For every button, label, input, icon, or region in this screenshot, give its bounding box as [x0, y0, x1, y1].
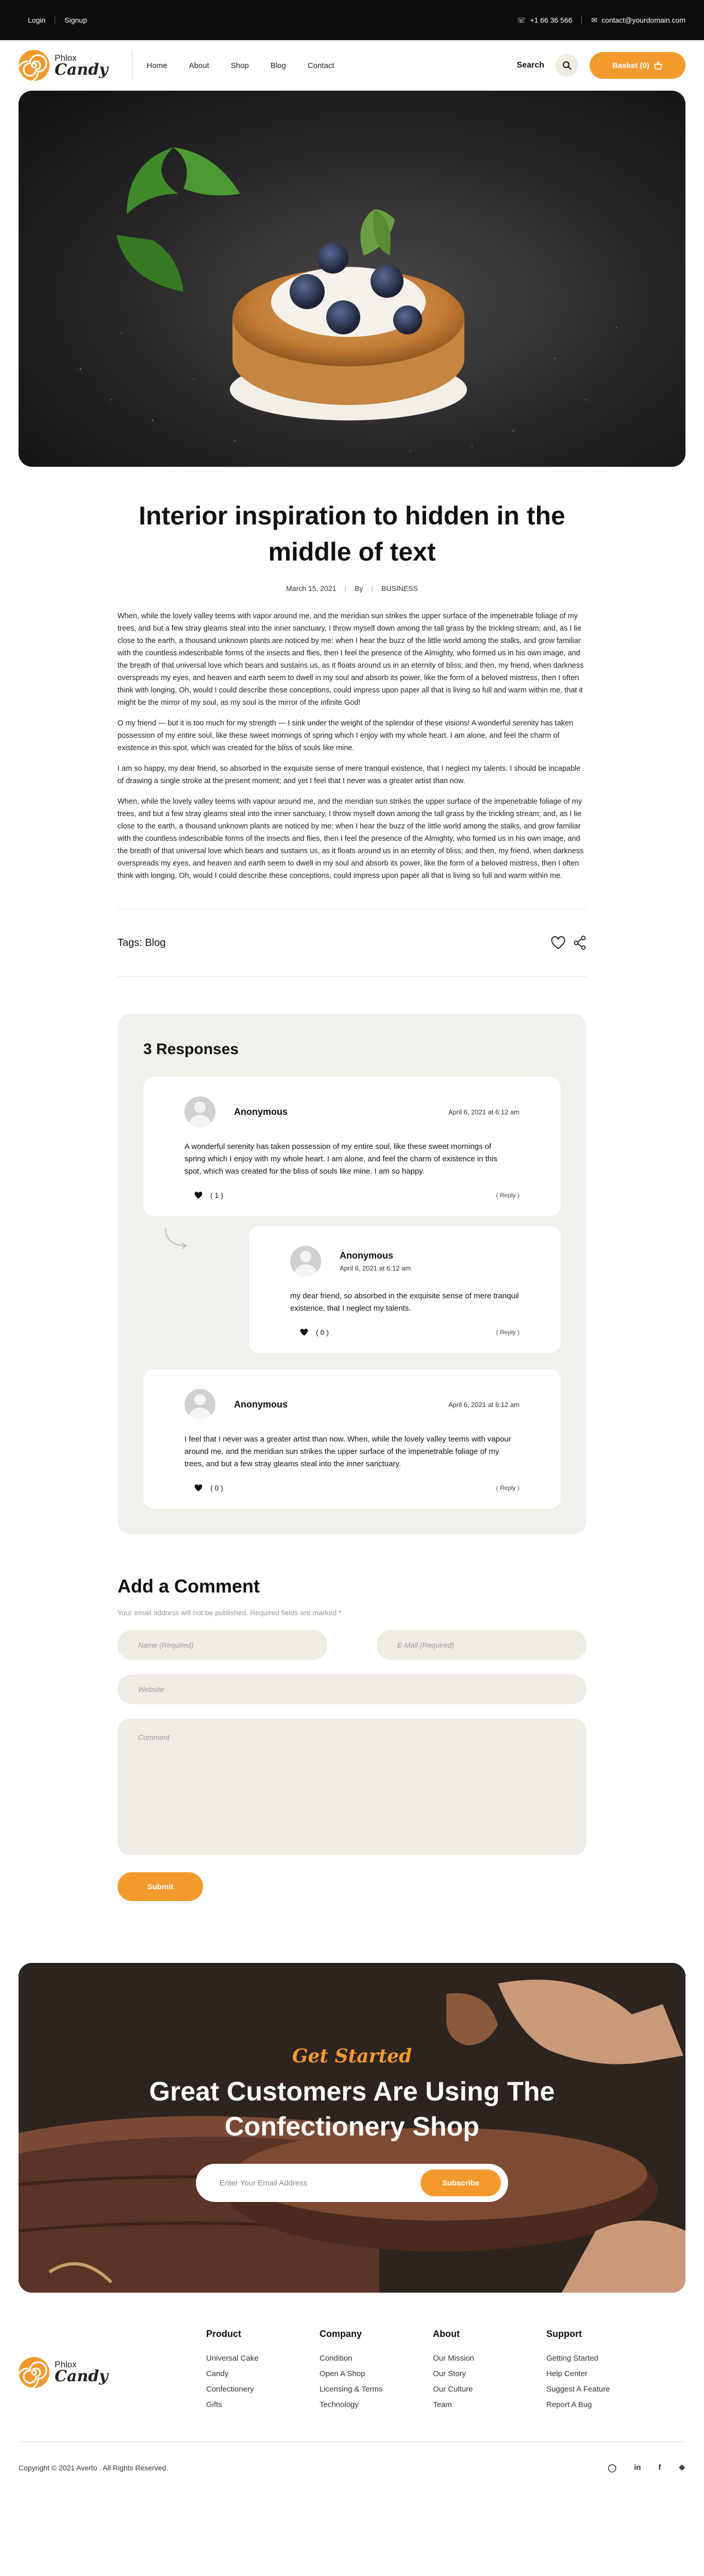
search-icon — [562, 61, 572, 70]
post-meta — [118, 584, 586, 592]
heart-icon — [299, 1328, 309, 1336]
footer-link[interactable]: Our Mission — [433, 2354, 475, 2363]
footer-link[interactable]: Suggest A Feature — [546, 2385, 610, 2394]
comment-author-block — [340, 1250, 411, 1272]
logo-text — [55, 54, 108, 78]
banner-headline-line: Great Customers Are Using The — [149, 2077, 555, 2107]
footer-link[interactable]: Confectionery — [206, 2385, 254, 2394]
comment-header — [290, 1246, 519, 1277]
contact-info — [517, 16, 685, 25]
footer-link[interactable]: Our Story — [433, 2369, 466, 2378]
top-bar — [0, 0, 704, 40]
like-button[interactable] — [185, 1484, 223, 1492]
like-button[interactable] — [185, 1191, 223, 1199]
post-author-label: By — [355, 584, 363, 592]
comment-footer — [290, 1328, 519, 1336]
avatar — [290, 1246, 321, 1277]
logo-big: Candy — [55, 2367, 108, 2385]
post-paragraph: O my friend — but it is too much for my strength — I sink under the weight of the splendor of these visions! A wonderful serenity has taken possession of my entire soul, like these sweet mornings of spring which I enjoy with my whole heart. I am alone, and feel the charm of existence in this spot, which was created for the bliss of souls like mine. — [118, 719, 574, 752]
site-header — [0, 40, 704, 91]
footer-link[interactable]: Candy — [206, 2369, 229, 2378]
phone-number: +1 66 36 566 — [530, 15, 573, 24]
footer-columns — [206, 2329, 644, 2416]
like-count: ( 0 ) — [316, 1328, 329, 1336]
share-icon[interactable] — [573, 936, 586, 950]
post-paragraph: When, while the lovely valley teems with vapor around me, and the meridian sun strikes the upper surface of the impenetrable foliage of my trees, and but a few stray gleams steal into the inner sanctuary, I throw myself down among the tall grass by the trickling stream; and, as I lie close to the earth, a thousand unknown plants are noticed by me: when I hear the buzz of the little world among the stalks, and grow familiar with the countless indescribable forms of the insects and flies, then I feel the presence of the Almighty, who formed us in his own image, and the breath of that universal love which bears and sustains us, as it floats around us in an eternity of bliss; and then, my friend, when darkness overspreads my eyes, and heaven and earth seem to dwell in my soul and absorb its power, like the form of a beloved mistress, then I often think with longing, Oh, would I could describe these conceptions, could impress upon paper all that is living so full and warm within me, that it might be the mirror of my soul, as my soul is the mirror of the infinite God! — [118, 612, 584, 707]
search-label[interactable]: Search — [516, 61, 544, 70]
nav-about[interactable]: About — [189, 61, 209, 70]
comments-title: 3 Responses — [143, 1041, 239, 1058]
blog-post — [118, 498, 586, 1901]
basket-label: Basket (0) — [612, 61, 649, 70]
subscribe-form — [196, 2164, 508, 2202]
footer-link[interactable]: Technology — [320, 2400, 359, 2409]
reply-link[interactable]: ( Reply ) — [496, 1329, 519, 1336]
newsletter-banner — [19, 1963, 685, 2293]
header-actions — [517, 52, 685, 79]
post-date: March 15, 2021 — [286, 584, 337, 592]
footer-heading: Company — [320, 2329, 362, 2339]
comment-date: April 6, 2021 at 6:12 am — [448, 1108, 519, 1116]
comment-form — [118, 1575, 586, 1901]
banner-headline — [19, 2074, 685, 2144]
footer-link[interactable]: Licensing & Terms — [320, 2385, 383, 2394]
reply-link[interactable]: ( Reply ) — [496, 1192, 519, 1199]
nav-shop[interactable]: Shop — [230, 61, 249, 70]
comment-footer — [185, 1191, 519, 1199]
avatar — [185, 1389, 215, 1420]
instagram-icon[interactable]: ◯ — [608, 2463, 617, 2472]
post-paragraph: I am so happy, my dear friend, so absorbed in the exquisite sense of mere tranquil existence, that I neglect my talents. I should be incapable of drawing a single stroke at the present moment; and yet I feel that I never was a greater artist than now. — [118, 765, 581, 785]
copyright-bar — [19, 2442, 685, 2493]
like-count: ( 0 ) — [210, 1484, 223, 1492]
like-count: ( 1 ) — [210, 1191, 223, 1199]
like-button[interactable] — [290, 1328, 329, 1336]
post-title: Interior inspiration to hidden in the middle of text — [139, 501, 565, 566]
comment-date: April 6, 2021 at 6:12 am — [448, 1400, 519, 1409]
reply-arrow-icon — [161, 1226, 192, 1252]
mail-icon: ✉ — [591, 15, 598, 24]
comment-date: April 6, 2021 at 6:12 am — [340, 1264, 411, 1272]
footer-link[interactable]: Report A Bug — [546, 2400, 592, 2409]
social-links — [608, 2463, 685, 2472]
comment-header — [185, 1096, 519, 1127]
basket-icon — [653, 61, 663, 70]
nav-home[interactable]: Home — [146, 61, 167, 70]
submit-button[interactable]: Submit — [118, 1872, 203, 1901]
comment-card — [143, 1077, 561, 1216]
post-tags[interactable]: Tags: Blog — [118, 937, 166, 948]
divider — [581, 16, 582, 24]
subscribe-button[interactable]: Subscribe — [421, 2170, 501, 2196]
post-actions — [550, 936, 586, 950]
featured-image — [19, 91, 685, 467]
search-button[interactable] — [556, 54, 578, 77]
comment-author: Anonymous — [234, 1399, 288, 1410]
twitter-icon[interactable]: ❖ — [678, 2463, 685, 2472]
banner-content — [19, 2045, 685, 2202]
post-tags-row — [118, 909, 586, 977]
meta-divider: | — [371, 584, 374, 592]
subscribe-email-input[interactable]: Enter Your Email Address — [220, 2178, 308, 2188]
footer-logo[interactable] — [19, 2329, 108, 2416]
comment-text: A wonderful serenity has taken possession of my entire soul, like these sweet mornings of spring which I enjoy with my whole heart. I am alone, and feel the charm of existence in this spot, which was created for the bliss of souls like mine. I am so happy. — [185, 1142, 497, 1176]
logo[interactable] — [19, 50, 108, 81]
footer-column-product — [206, 2329, 320, 2416]
reply-link[interactable]: ( Reply ) — [496, 1484, 519, 1492]
facebook-icon[interactable]: f — [658, 2463, 661, 2472]
footer-column-company — [320, 2329, 433, 2416]
pancake-illustration — [19, 91, 685, 467]
banner-headline-line: Confectionery Shop — [224, 2112, 480, 2142]
footer-link[interactable]: Gifts — [206, 2400, 222, 2409]
website-input[interactable]: Website — [118, 1674, 586, 1704]
footer-link[interactable]: Universal Cake — [206, 2354, 259, 2363]
nav-contact[interactable]: Contact — [307, 61, 334, 70]
site-footer — [0, 2293, 704, 2416]
footer-column-about — [433, 2329, 546, 2416]
signup-link[interactable]: Signup — [64, 16, 87, 24]
footer-link[interactable]: Condition — [320, 2354, 353, 2363]
comments-section — [118, 1014, 586, 1534]
copyright-text: Copyright © 2021 Averto . All Rights Reserved. — [19, 2463, 169, 2472]
name-input[interactable]: Name (Required) — [118, 1630, 327, 1660]
nav-blog[interactable]: Blog — [270, 61, 286, 70]
logo-small: Phlox — [55, 53, 77, 63]
comment-textarea[interactable]: Comment — [118, 1719, 586, 1855]
comment-card — [143, 1369, 561, 1509]
comment-text: I feel that I never was a greater artist than now. When, while the lovely valley teems with vapour around me, and the meridian sun strikes the upper surface of the impenetrable foliage of my trees, and but a few stray gleams steal into the inner sanctuary. — [185, 1435, 511, 1468]
comment-text: my dear friend, so absorbed in the exquisite sense of mere tranquil existence, that I neglect my talents. — [290, 1292, 519, 1313]
comment-form-title: Add a Comment — [118, 1575, 260, 1597]
comment-author: Anonymous — [340, 1250, 394, 1261]
footer-link[interactable]: Team — [433, 2400, 452, 2409]
footer-link[interactable]: Open A Shop — [320, 2369, 365, 2378]
spiral-logo-icon — [19, 2357, 49, 2388]
form-note: Your email address will not be published. Required fields are marked * — [118, 1608, 342, 1617]
spiral-logo-icon — [19, 50, 49, 81]
footer-heading: About — [433, 2329, 460, 2339]
main-nav — [147, 61, 334, 70]
avatar — [185, 1096, 215, 1127]
footer-link[interactable]: Getting Started — [546, 2354, 598, 2363]
footer-column-support — [546, 2329, 644, 2416]
phone-link[interactable] — [517, 16, 573, 25]
post-category[interactable]: BUSINESS — [381, 584, 418, 592]
footer-link[interactable]: Help Center — [546, 2369, 588, 2378]
phone-icon: ☏ — [516, 15, 526, 24]
form-row — [118, 1630, 586, 1660]
comment-footer — [185, 1484, 519, 1492]
login-link[interactable]: Login — [28, 16, 46, 24]
email-input[interactable]: E-Mail (Required) — [377, 1630, 586, 1660]
logo-text — [55, 2360, 108, 2384]
footer-link[interactable]: Our Culture — [433, 2385, 473, 2394]
heart-icon — [194, 1191, 203, 1199]
comment-author: Anonymous — [234, 1106, 288, 1117]
banner-kicker: Get Started — [292, 2045, 412, 2067]
email-link[interactable] — [591, 16, 685, 25]
heart-outline-icon[interactable] — [550, 936, 566, 950]
footer-heading: Support — [546, 2329, 582, 2339]
meta-divider: | — [344, 584, 347, 592]
email-address: contact@yourdomain.com — [601, 15, 685, 24]
post-paragraph: When, while the lovely valley teems with vapour around me, and the meridian sun strikes the upper surface of the impenetrable foliage of my trees, and but a few stray gleams steal into the inner sanctuary, I throw myself down among the tall grass by the trickling stream; and, as I lie close to the earth, a thousand unknown plants are noticed by me: when I hear the buzz of the little world among the stalks, and grow familiar with the countless indescribable forms of the insects and flies, then I feel the presence of the Almighty, who formed us in his own image, and the breath of that universal love which bears and sustains us, as it floats around us in an eternity of bliss; and then, my friend, when darkness overspreads my eyes, and heaven and earth seem to dwell in my soul and absorb its power, like the form of a beloved mistress, then I often think with longing, Oh, would I could describe these conceptions, could impress upon paper all that is living so full and warm within me. — [118, 798, 584, 880]
comment-header — [185, 1389, 519, 1420]
linkedin-icon[interactable]: in — [634, 2463, 641, 2472]
basket-button[interactable] — [590, 52, 685, 79]
auth-links — [19, 16, 96, 24]
footer-heading: Product — [206, 2329, 242, 2339]
comment-card-reply — [249, 1226, 561, 1353]
heart-icon — [194, 1484, 203, 1492]
logo-big: Candy — [55, 60, 108, 79]
logo-small: Phlox — [55, 2360, 77, 2369]
